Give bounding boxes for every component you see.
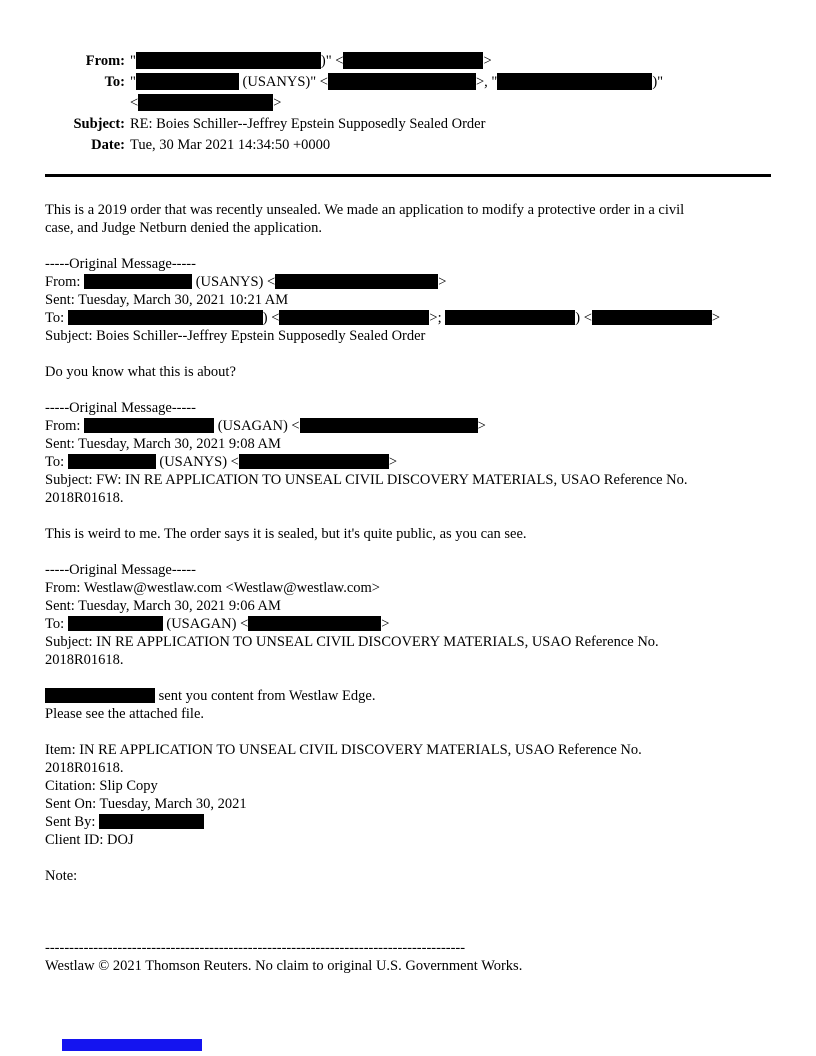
text-run: To: [45, 616, 68, 632]
text-run: Sent On: Tuesday, March 30, 2021 [45, 796, 247, 812]
text-run: (USANYS)" < [238, 74, 328, 90]
header-value-line [130, 51, 492, 72]
blank-line [45, 849, 771, 867]
header-field-value [130, 114, 485, 135]
body-line [45, 327, 771, 345]
text-run: 2018R01618. [45, 490, 124, 506]
blank-line [45, 381, 771, 399]
header-divider [45, 174, 771, 177]
text-run: From: [45, 418, 85, 434]
header-field-value [130, 135, 330, 156]
text-run: > [483, 53, 492, 69]
body-line [45, 399, 771, 417]
redaction-box [84, 274, 192, 289]
body-line [45, 309, 771, 327]
redaction-box [275, 274, 438, 289]
body-line [45, 489, 771, 507]
redaction-box [497, 73, 652, 90]
text-run: From: [45, 274, 85, 290]
blank-line [45, 543, 771, 561]
body-line [45, 417, 771, 435]
text-run: -----Original Message----- [45, 400, 196, 416]
text-run: 2018R01618. [45, 760, 124, 776]
body-line [45, 633, 771, 651]
text-run: RE: Boies Schiller--Jeffrey Epstein Supposedly Sealed Order [130, 116, 486, 132]
text-run: This is a 2019 order that was recently unsealed. We made an application to modify a protective order in a civil [45, 202, 685, 218]
text-run: >; [429, 310, 446, 326]
body-line [45, 777, 771, 795]
body-line [45, 831, 771, 849]
text-run: >, " [475, 74, 498, 90]
redaction-box [138, 94, 273, 111]
body-line [45, 219, 771, 237]
body-line [45, 957, 771, 975]
redaction-box [279, 310, 429, 325]
header-field-value [130, 51, 492, 72]
text-run: > [388, 454, 398, 470]
body-line [45, 687, 771, 705]
text-run: " [130, 53, 136, 69]
header-field-from [45, 51, 771, 72]
blank-line [45, 921, 771, 939]
blank-line [45, 345, 771, 363]
text-run: Client ID: DOJ [45, 832, 134, 848]
text-run: Please see the attached file. [45, 706, 205, 722]
text-run: Subject: IN RE APPLICATION TO UNSEAL CIVIL DISCOVERY MATERIALS, USAO Reference No. [45, 634, 659, 650]
body-line [45, 597, 771, 615]
text-run: > [381, 616, 390, 632]
header-field-to [45, 72, 771, 114]
text-run: (USAGAN) < [162, 616, 249, 632]
redaction-box [68, 616, 163, 631]
body-line [45, 813, 771, 831]
text-run: Tue, 30 Mar 2021 14:34:50 +0000 [130, 137, 331, 153]
blank-line [45, 669, 771, 687]
text-run: Do you know what this is about? [45, 364, 236, 380]
text-run: Citation: Slip Copy [45, 778, 158, 794]
text-run: > [273, 95, 282, 111]
body-line [45, 741, 771, 759]
text-run: Subject: FW: IN RE APPLICATION TO UNSEAL CIVIL DISCOVERY MATERIALS, USAO Reference No. [45, 472, 688, 488]
text-run: > [711, 310, 721, 326]
redaction-box [445, 310, 575, 325]
redaction-box [68, 454, 156, 469]
text-run: > [477, 418, 486, 434]
header-field-label: To: [104, 74, 125, 90]
email-header [45, 51, 771, 156]
text-run: Note: [45, 868, 78, 884]
blank-line [45, 507, 771, 525]
text-run: -----Original Message----- [45, 256, 196, 272]
text-run: This is weird to me. The order says it is sealed, but it's quite public, as you can see. [45, 526, 527, 542]
header-field-value [130, 72, 663, 114]
redaction-box [328, 73, 476, 90]
header-value-line [130, 114, 485, 135]
redaction-box [343, 52, 483, 69]
body-line [45, 651, 771, 669]
body-line [45, 867, 771, 885]
text-run: Sent: Tuesday, March 30, 2021 10:21 AM [45, 292, 289, 308]
body-line [45, 795, 771, 813]
redaction-box [99, 814, 204, 829]
blank-line [45, 723, 771, 741]
text-run: " [130, 74, 136, 90]
body-line [45, 615, 771, 633]
text-run: -----Original Message----- [45, 562, 196, 578]
header-field-label: From: [85, 53, 125, 69]
text-run: )" < [320, 53, 344, 69]
email-body [45, 201, 771, 975]
text-run: Sent: Tuesday, March 30, 2021 9:08 AM [45, 436, 281, 452]
body-line [45, 273, 771, 291]
redaction-box [592, 310, 712, 325]
text-run: From: Westlaw@westlaw.com <Westlaw@westlaw.com> [45, 580, 380, 596]
text-run: Subject: Boies Schiller--Jeffrey Epstein Supposedly Sealed Order [45, 328, 426, 344]
redaction-box [68, 310, 263, 325]
blank-line [45, 903, 771, 921]
text-run: > [438, 274, 447, 290]
body-line [45, 471, 771, 489]
text-run: (USAGAN) < [214, 418, 300, 434]
header-value-line [130, 72, 663, 93]
body-line [45, 363, 771, 381]
body-line [45, 291, 771, 309]
header-value-line [130, 93, 663, 114]
body-line [45, 201, 771, 219]
bates-redaction-box [62, 1039, 202, 1051]
body-line [45, 561, 771, 579]
text-run: )" [652, 74, 664, 90]
text-run: 2018R01618. [45, 652, 124, 668]
text-run: Sent By: [45, 814, 99, 830]
redaction-box [45, 688, 155, 703]
text-run: To: [45, 310, 68, 326]
blank-line [45, 885, 771, 903]
blank-line [45, 237, 771, 255]
redaction-box [136, 52, 321, 69]
body-line [45, 939, 771, 957]
text-run: Westlaw © 2021 Thomson Reuters. No claim to original U.S. Government Works. [45, 958, 523, 974]
body-line [45, 759, 771, 777]
redaction-box [300, 418, 478, 433]
header-field-subject [45, 114, 771, 135]
text-run: Item: IN RE APPLICATION TO UNSEAL CIVIL DISCOVERY MATERIALS, USAO Reference No. [45, 742, 642, 758]
body-line [45, 705, 771, 723]
text-run: (USANYS) < [155, 454, 239, 470]
text-run: < [130, 95, 139, 111]
redaction-box [239, 454, 389, 469]
text-run: (USANYS) < [192, 274, 276, 290]
header-field-date [45, 135, 771, 156]
body-line [45, 435, 771, 453]
redaction-box [136, 73, 239, 90]
text-run: sent you content from Westlaw Edge. [155, 688, 376, 704]
text-run: case, and Judge Netburn denied the application. [45, 220, 323, 236]
text-run: ) < [262, 310, 280, 326]
body-line [45, 255, 771, 273]
text-run: --------------------------------------------------------------------------------------- [45, 940, 466, 956]
redaction-box [84, 418, 214, 433]
body-line [45, 525, 771, 543]
body-line [45, 579, 771, 597]
body-line [45, 453, 771, 471]
text-run: ) < [575, 310, 592, 326]
header-value-line [130, 135, 330, 156]
redaction-box [248, 616, 381, 631]
header-field-label: Date: [91, 137, 125, 153]
text-run: Sent: Tuesday, March 30, 2021 9:06 AM [45, 598, 281, 614]
header-field-label: Subject: [73, 116, 125, 132]
text-run: To: [45, 454, 68, 470]
